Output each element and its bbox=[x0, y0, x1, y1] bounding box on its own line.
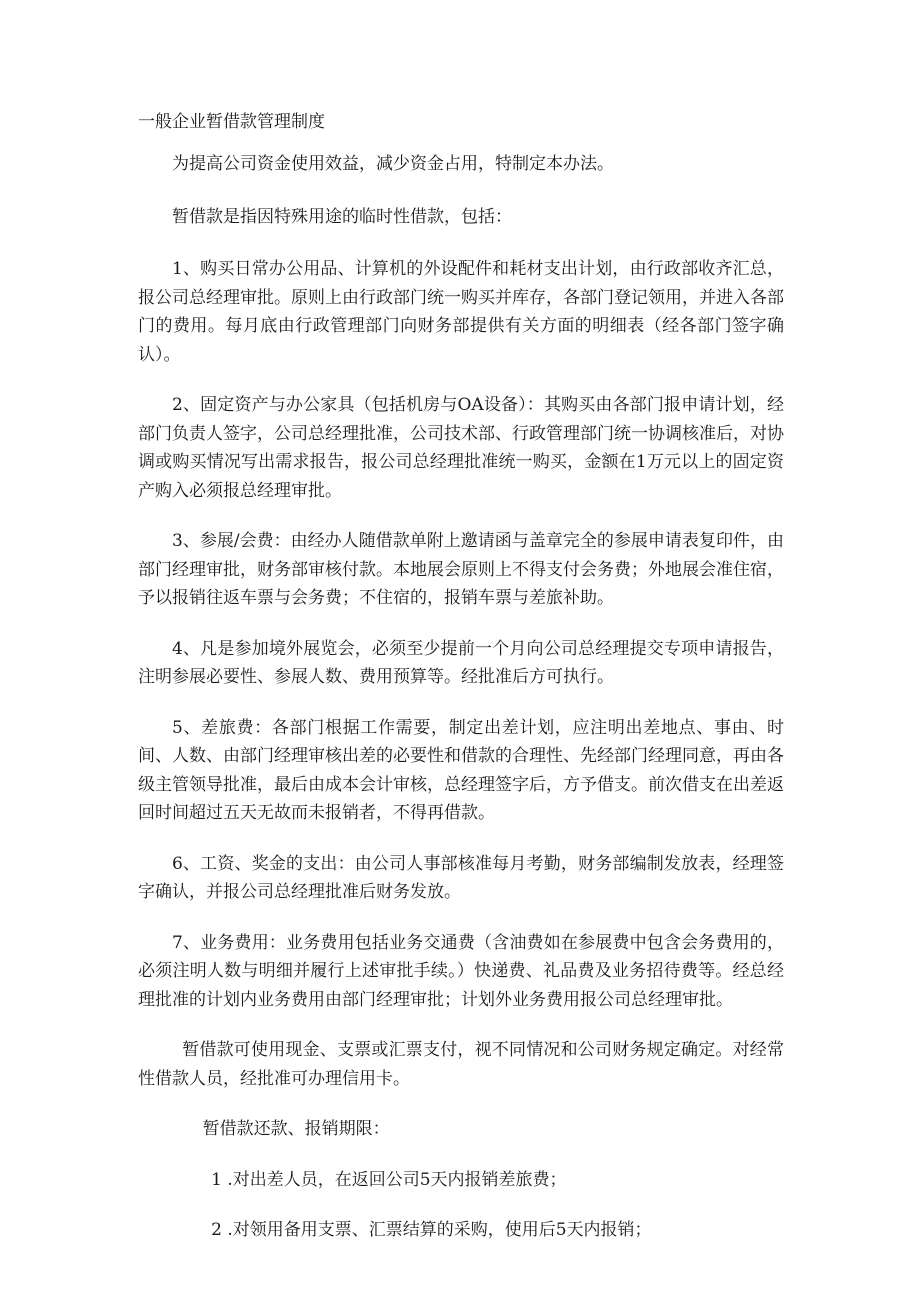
paragraph-item-7: 7、业务费用：业务费用包括业务交通费（含油费如在参展费中包含会务费用的，必须注明人数与明细并履行上述审批手续。）快递费、礼品费及业务招待费等。经总经理批准的计划内业务费用由部门经理审批；计划外业务费用报公司总经理审批。 bbox=[138, 932, 784, 1010]
paragraph-item-6: 6、工资、奖金的支出：由公司人事部核准每月考勤，财务部编制发放表，经理签字确认，并报公司总经理批准后财务发放。 bbox=[138, 853, 784, 902]
paragraph-item-1: 1、购买日常办公用品、计算机的外设配件和耗材支出计划，由行政部收齐汇总，报公司总经理审批。原则上由行政部门统一购买并库存，各部门登记领用，并进入各部门的费用。每月底由行政管理部门向财务部提供有关方面的明细表（经各部门签字确认）。 bbox=[138, 259, 784, 365]
paragraph-item-3: 3、参展/会费：由经办人随借款单附上邀请函与盖章完全的参展申请表复印件，由部门经理审批，财务部审核付款。本地展会原则上不得支付会务费；外地展会准住宿，予以报销往返车票与会务费；不住宿的，报销车票与差旅补助。 bbox=[138, 531, 784, 608]
document-page bbox=[138, 108, 784, 1267]
paragraph-item-4: 4、凡是参加境外展览会，必须至少提前一个月向公司总经理提交专项申请报告，注明参展必要性、参展人数、费用预算等。经批准后方可执行。 bbox=[138, 638, 784, 687]
paragraph-definition: 暂借款是指因特殊用途的临时性借款，包括： bbox=[172, 206, 512, 227]
paragraph-repayment-rule-2: 2 .对领用备用支票、汇票结算的采购，使用后5天内报销； bbox=[211, 1220, 652, 1240]
paragraph-repayment-rule-1: 1 .对出差人员，在返回公司5天内报销差旅费； bbox=[211, 1169, 567, 1190]
paragraph-repayment-heading: 暂借款还款、报销期限： bbox=[202, 1119, 390, 1139]
paragraph-item-2: 2、固定资产与办公家具（包括机房与OA设备）：其购买由各部门报申请计划，经部门负责人签字，公司总经理批准，公司技术部、行政管理部门统一协调核准后，对协调或购买情况写出需求报告，报公司总经理批准统一购买，金额在1万元以上的固定资产购入必须报总经理审批。 bbox=[138, 395, 784, 501]
paragraph-item-5: 5、差旅费：各部门根据工作需要，制定出差计划，应注明出差地点、事由、时间、人数、由部门经理审核出差的必要性和借款的合理性、先经部门经理同意，再由各级主管领导批准，最后由成本会计审核，总经理签字后，方予借支。前次借支在出差返回时间超过五天无故而未报销者，不得再借款。 bbox=[138, 717, 784, 823]
paragraph-purpose: 为提高公司资金使用效益，减少资金占用，特制定本办法。 bbox=[172, 154, 614, 174]
paragraph-payment-methods: 暂借款可使用现金、支票或汇票支付，视不同情况和公司财务规定确定。对经常性借款人员，经批准可办理信用卡。 bbox=[138, 1040, 784, 1089]
document-title: 一般企业暂借款管理制度 bbox=[138, 112, 325, 132]
